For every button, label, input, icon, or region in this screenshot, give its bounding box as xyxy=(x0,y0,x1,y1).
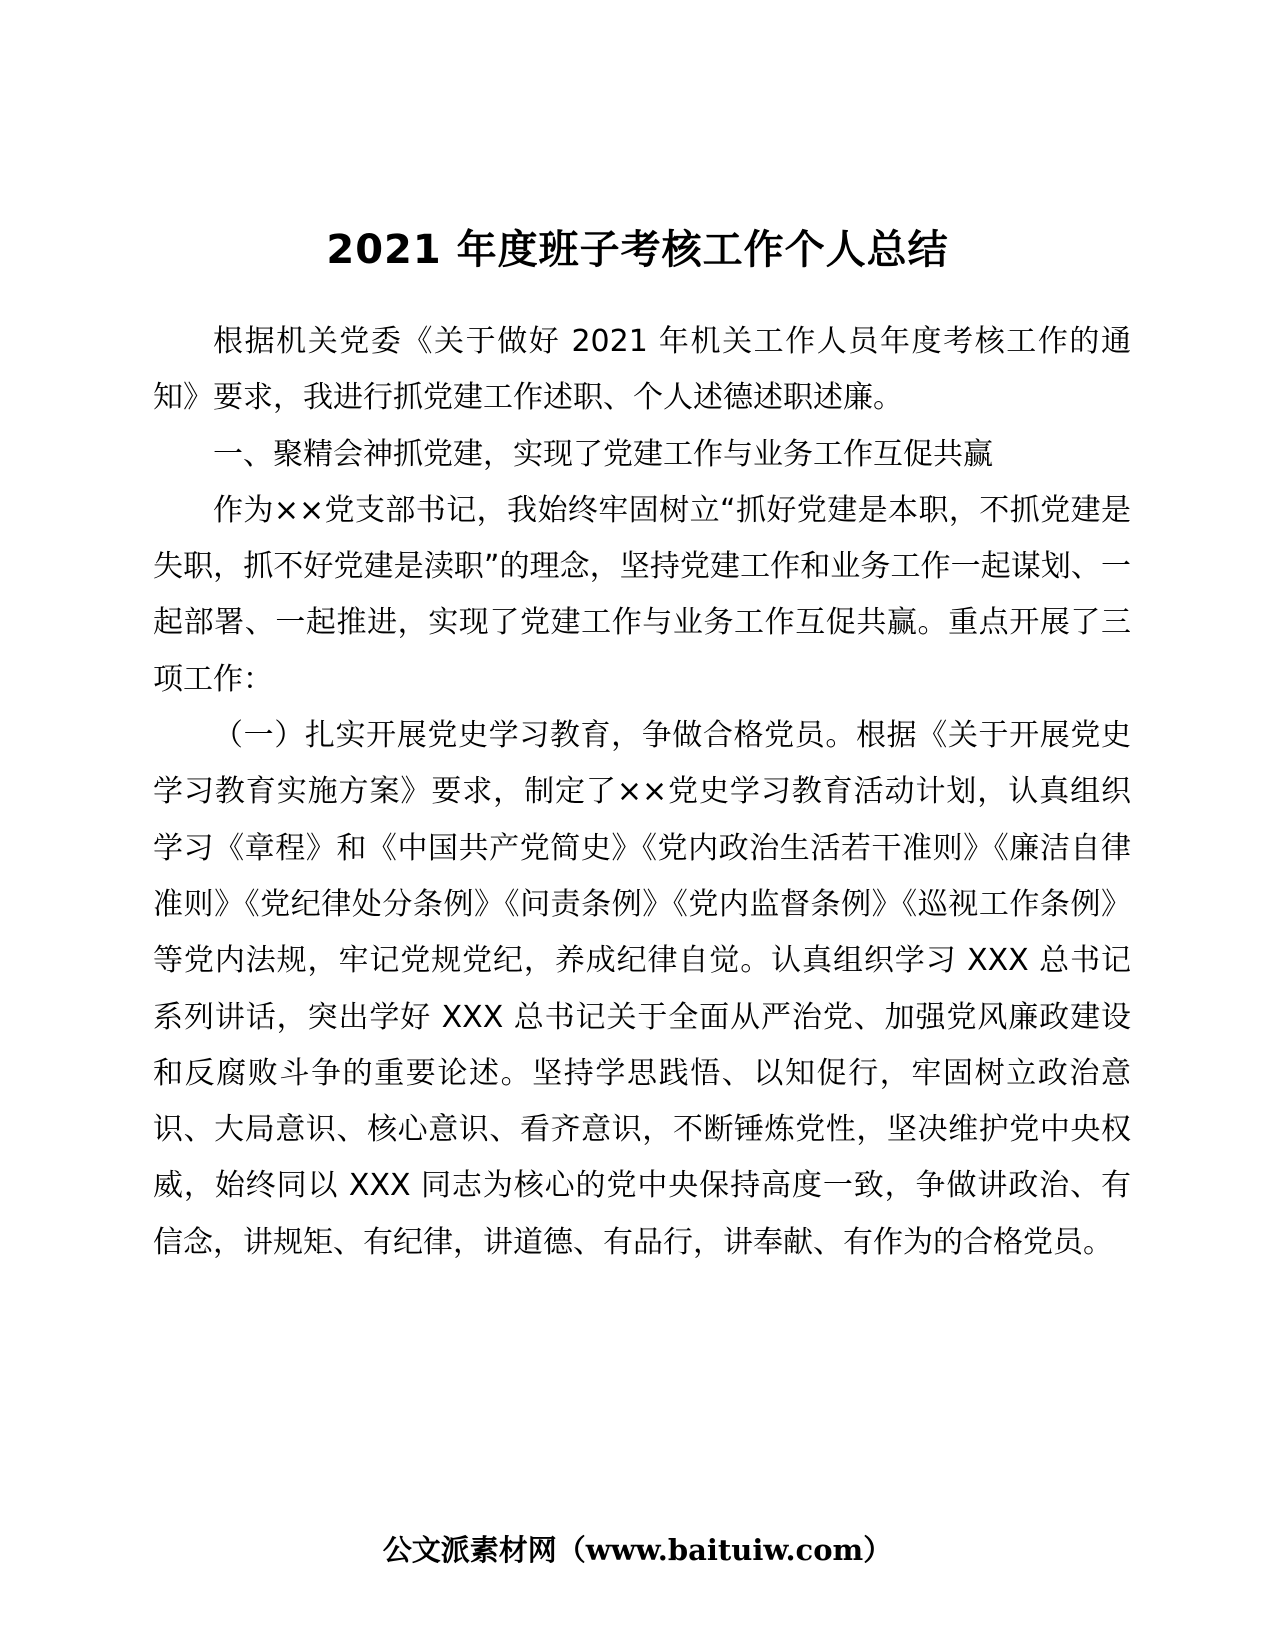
paragraph-intro: 根据机关党委《关于做好 2021 年机关工作人员年度考核工作的通知》要求，我进行抓党建工作述职、个人述德述职述廉。 xyxy=(153,324,1131,416)
paragraph-party-building: 作为××党支部书记，我始终牢固树立“抓好党建是本职，不抓党建是失职，抓不好党建是渎职”的理念，坚持党建工作和业务工作一起谋划、一起部署、一起推进，实现了党建工作与业务工作互促共赢。重点开展了三项工作： xyxy=(153,492,1131,697)
section-heading-1: 一、聚精会神抓党建，实现了党建工作与业务工作互促共赢 xyxy=(213,436,993,472)
document-title: 2021 年度班子考核工作个人总结 xyxy=(326,227,949,273)
document-body xyxy=(153,314,1131,1271)
paragraph-history-study: （一）扎实开展党史学习教育，争做合格党员。根据《关于开展党史学习教育实施方案》要求，制定了××党史学习教育活动计划，认真组织学习《章程》和《中国共产党简史》《党内政治生活若干准则》《廉洁自律准则》《党纪律处分条例》《问责条例》《党内监督条例》《巡视工作条例》等党内法规，牢记党规党纪，养成纪律自觉。认真组织学习 XXX 总书记系列讲话，突出学好 XXX 总书记关于全面从严治党、加强党风廉政建设和反腐败斗争的重要论述。坚持学思践悟、以知促行，牢固树立政治意识、大局意识、核心意识、看齐意识，不断锤炼党性，坚决维护党中央权威，始终同以 XXX 同志为核心的党中央保持高度一致，争做讲政治、有信念，讲规矩、有纪律，讲道德、有品行，讲奉献、有作为的合格党员。 xyxy=(153,718,1131,1260)
watermark-footer: 公文派素材网（www.baituiw.com） xyxy=(382,1533,893,1567)
